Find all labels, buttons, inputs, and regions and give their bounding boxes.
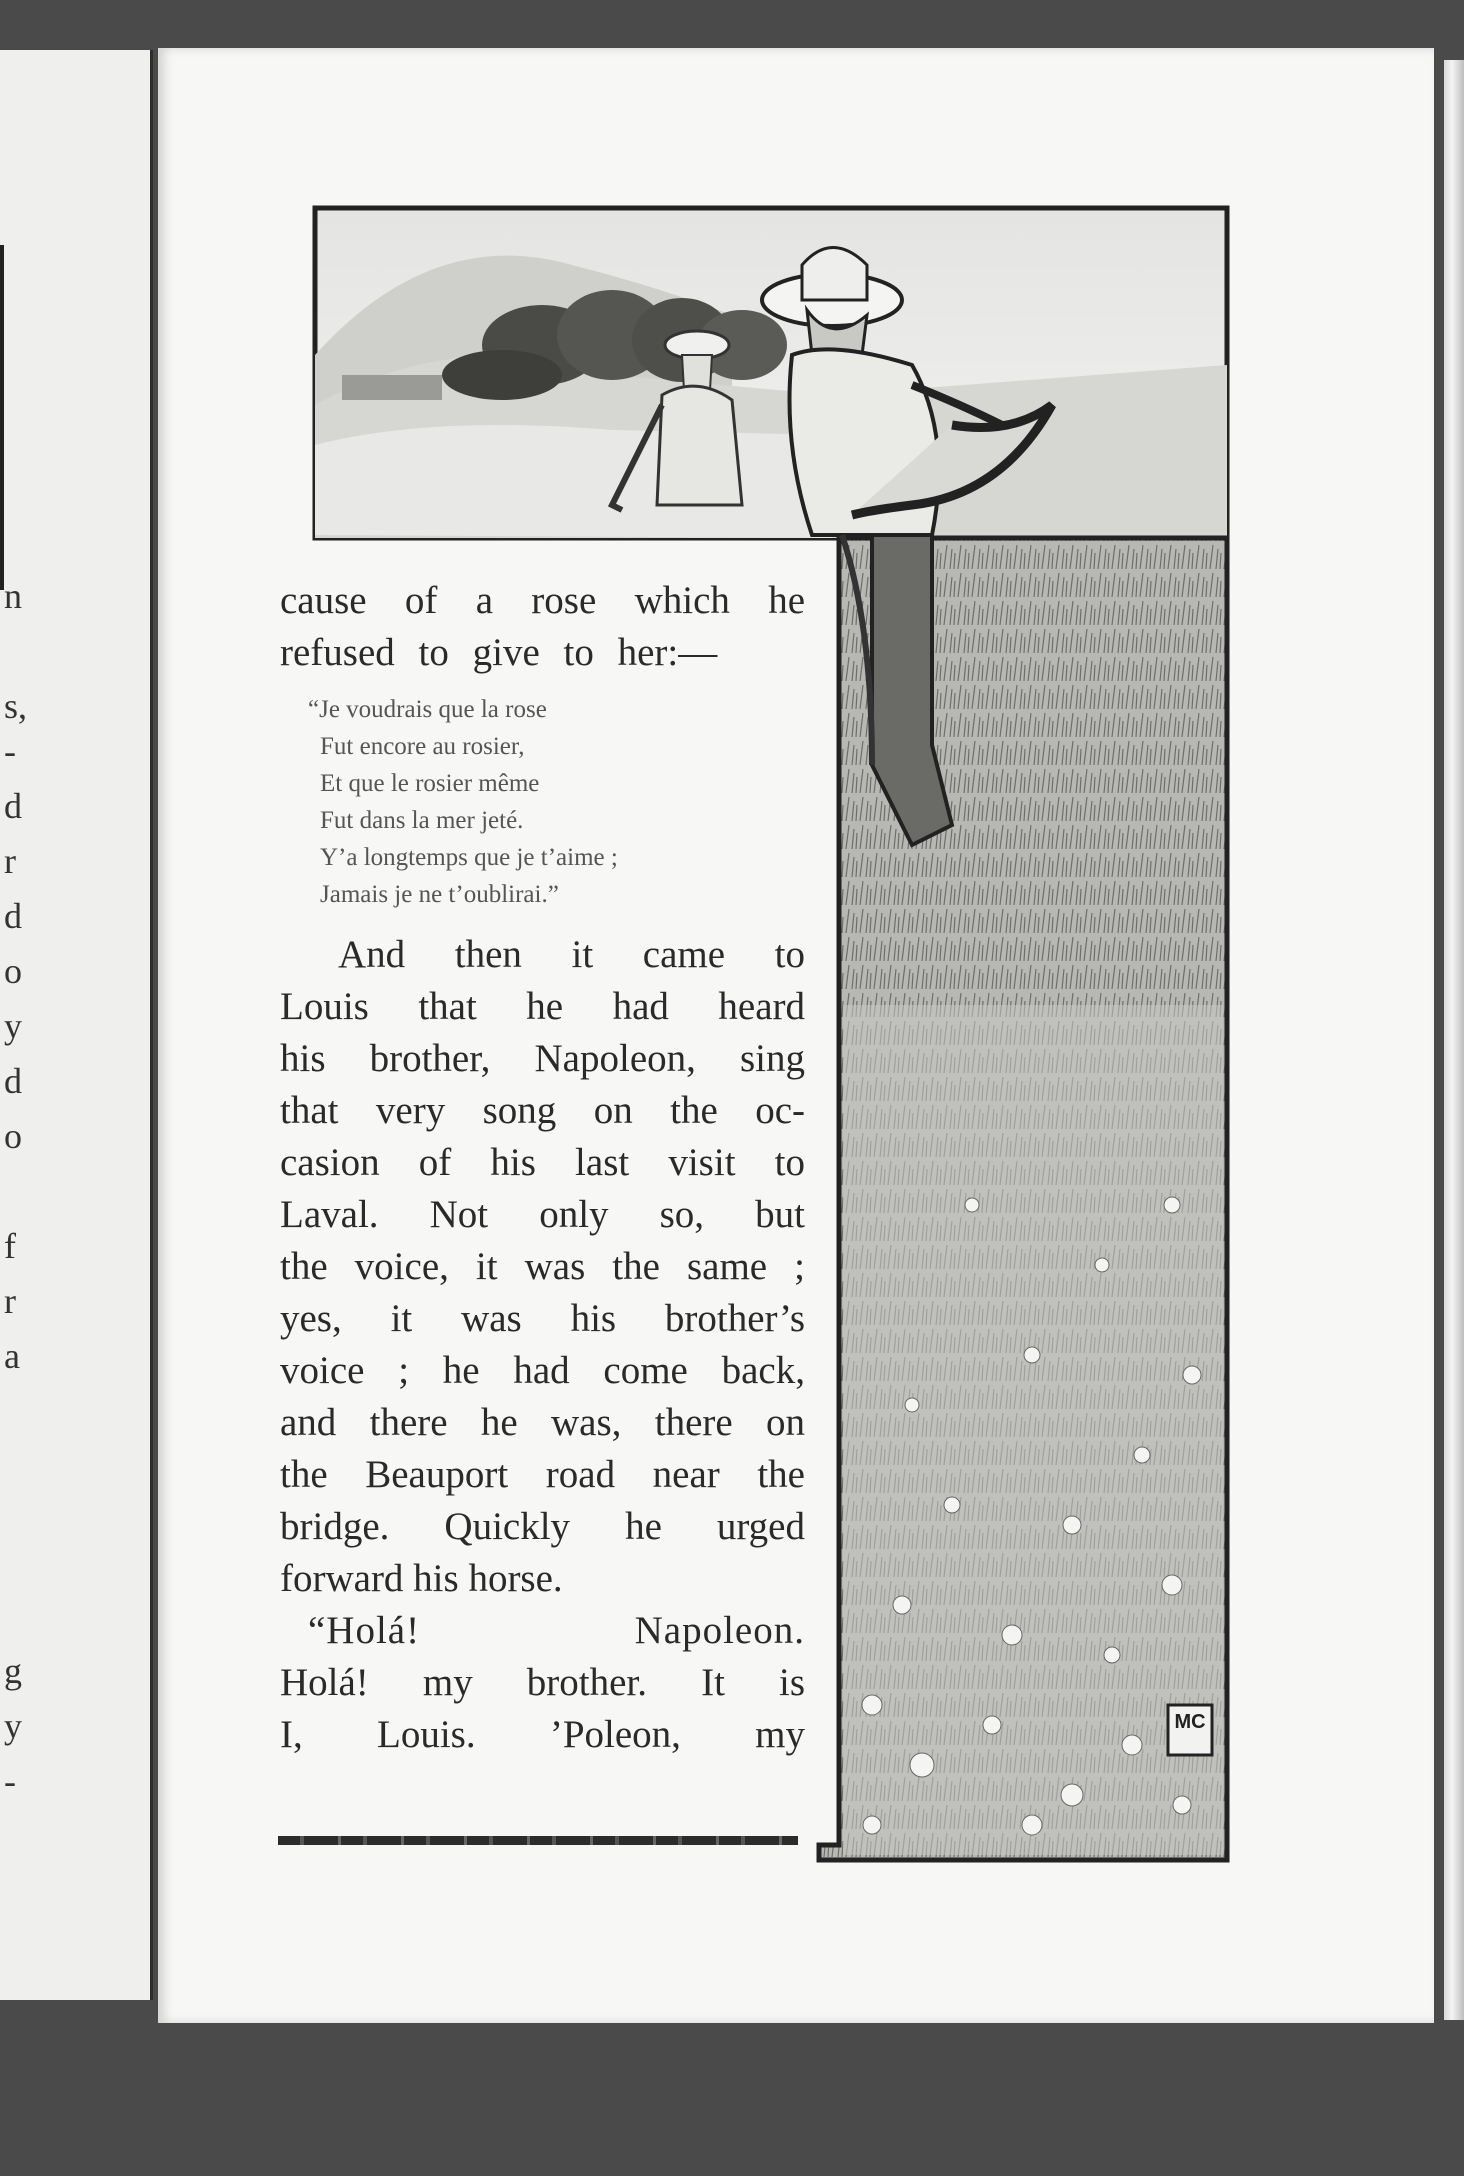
verse-line: Et que le rosier même [320,770,540,797]
intro-text [280,575,805,679]
text-column [280,575,805,1761]
page-edge [1444,60,1464,2020]
text-line: Louis that he had heard [280,985,805,1028]
adjacent-text-fragment: - [4,1761,16,1801]
text-line: the voice, it was the same ; [280,1245,805,1288]
text-line: Laval. Not only so, but [280,1193,805,1236]
adjacent-text-fragment: r [4,841,16,881]
verse-line: Y’a longtemps que je t’aime ; [320,844,618,871]
text-line: casion of his last visit to [280,1141,805,1184]
adjacent-text-fragment: y [4,1706,22,1746]
text-line: “Holá! Napoleon. [308,1609,805,1652]
adjacent-text-fragment: n [4,576,22,616]
verse-line: Fut dans la mer jeté. [320,807,524,834]
text-line: Holá! my brother. It is [280,1661,805,1704]
verse-line: “Je voudrais que la rose [308,696,547,723]
paragraph [280,929,805,1605]
text-line: and there he was, there on [280,1401,805,1444]
text-line: that very song on the oc- [280,1089,805,1132]
adjacent-text-fragment: o [4,1116,22,1156]
adjacent-page [0,50,153,2000]
adjacent-text-fragment: o [4,951,22,991]
adjacent-text-fragment: a [4,1336,20,1376]
text-line: yes, it was his brother’s [280,1297,805,1340]
adjacent-text-fragment: d [4,896,22,936]
adjacent-text-fragment: g [4,1651,22,1691]
adjacent-text-fragment: s, [4,686,28,726]
text-line: forward his horse. [280,1557,563,1600]
text-line: his brother, Napoleon, sing [280,1037,805,1080]
text-line: I, Louis. ’Poleon, my [280,1713,805,1756]
text-line: the Beauport road near the [280,1453,805,1496]
text-line: refused to give to her:— [280,631,718,674]
adjacent-text-fragment: - [4,731,16,771]
french-verse [308,691,805,913]
adjacent-text-fragment: d [4,1061,22,1101]
verse-line: Jamais je ne t’oublirai.” [320,881,559,908]
text-line: bridge. Quickly he urged [280,1505,805,1548]
verse-line: Fut encore au rosier, [320,733,525,760]
text-line: voice ; he had come back, [280,1349,805,1392]
adjacent-text-fragment: f [4,1226,16,1266]
paragraph [280,1605,805,1761]
text-line: And then it came to [338,933,805,976]
adjacent-page-rule [0,245,4,590]
adjacent-text-fragment: d [4,786,22,826]
adjacent-text-fragment: r [4,1281,16,1321]
bottom-rule [278,1836,798,1845]
text-line: cause of a rose which he [280,579,805,622]
monogram-label: MC [1174,1711,1206,1733]
adjacent-text-fragment: y [4,1006,22,1046]
